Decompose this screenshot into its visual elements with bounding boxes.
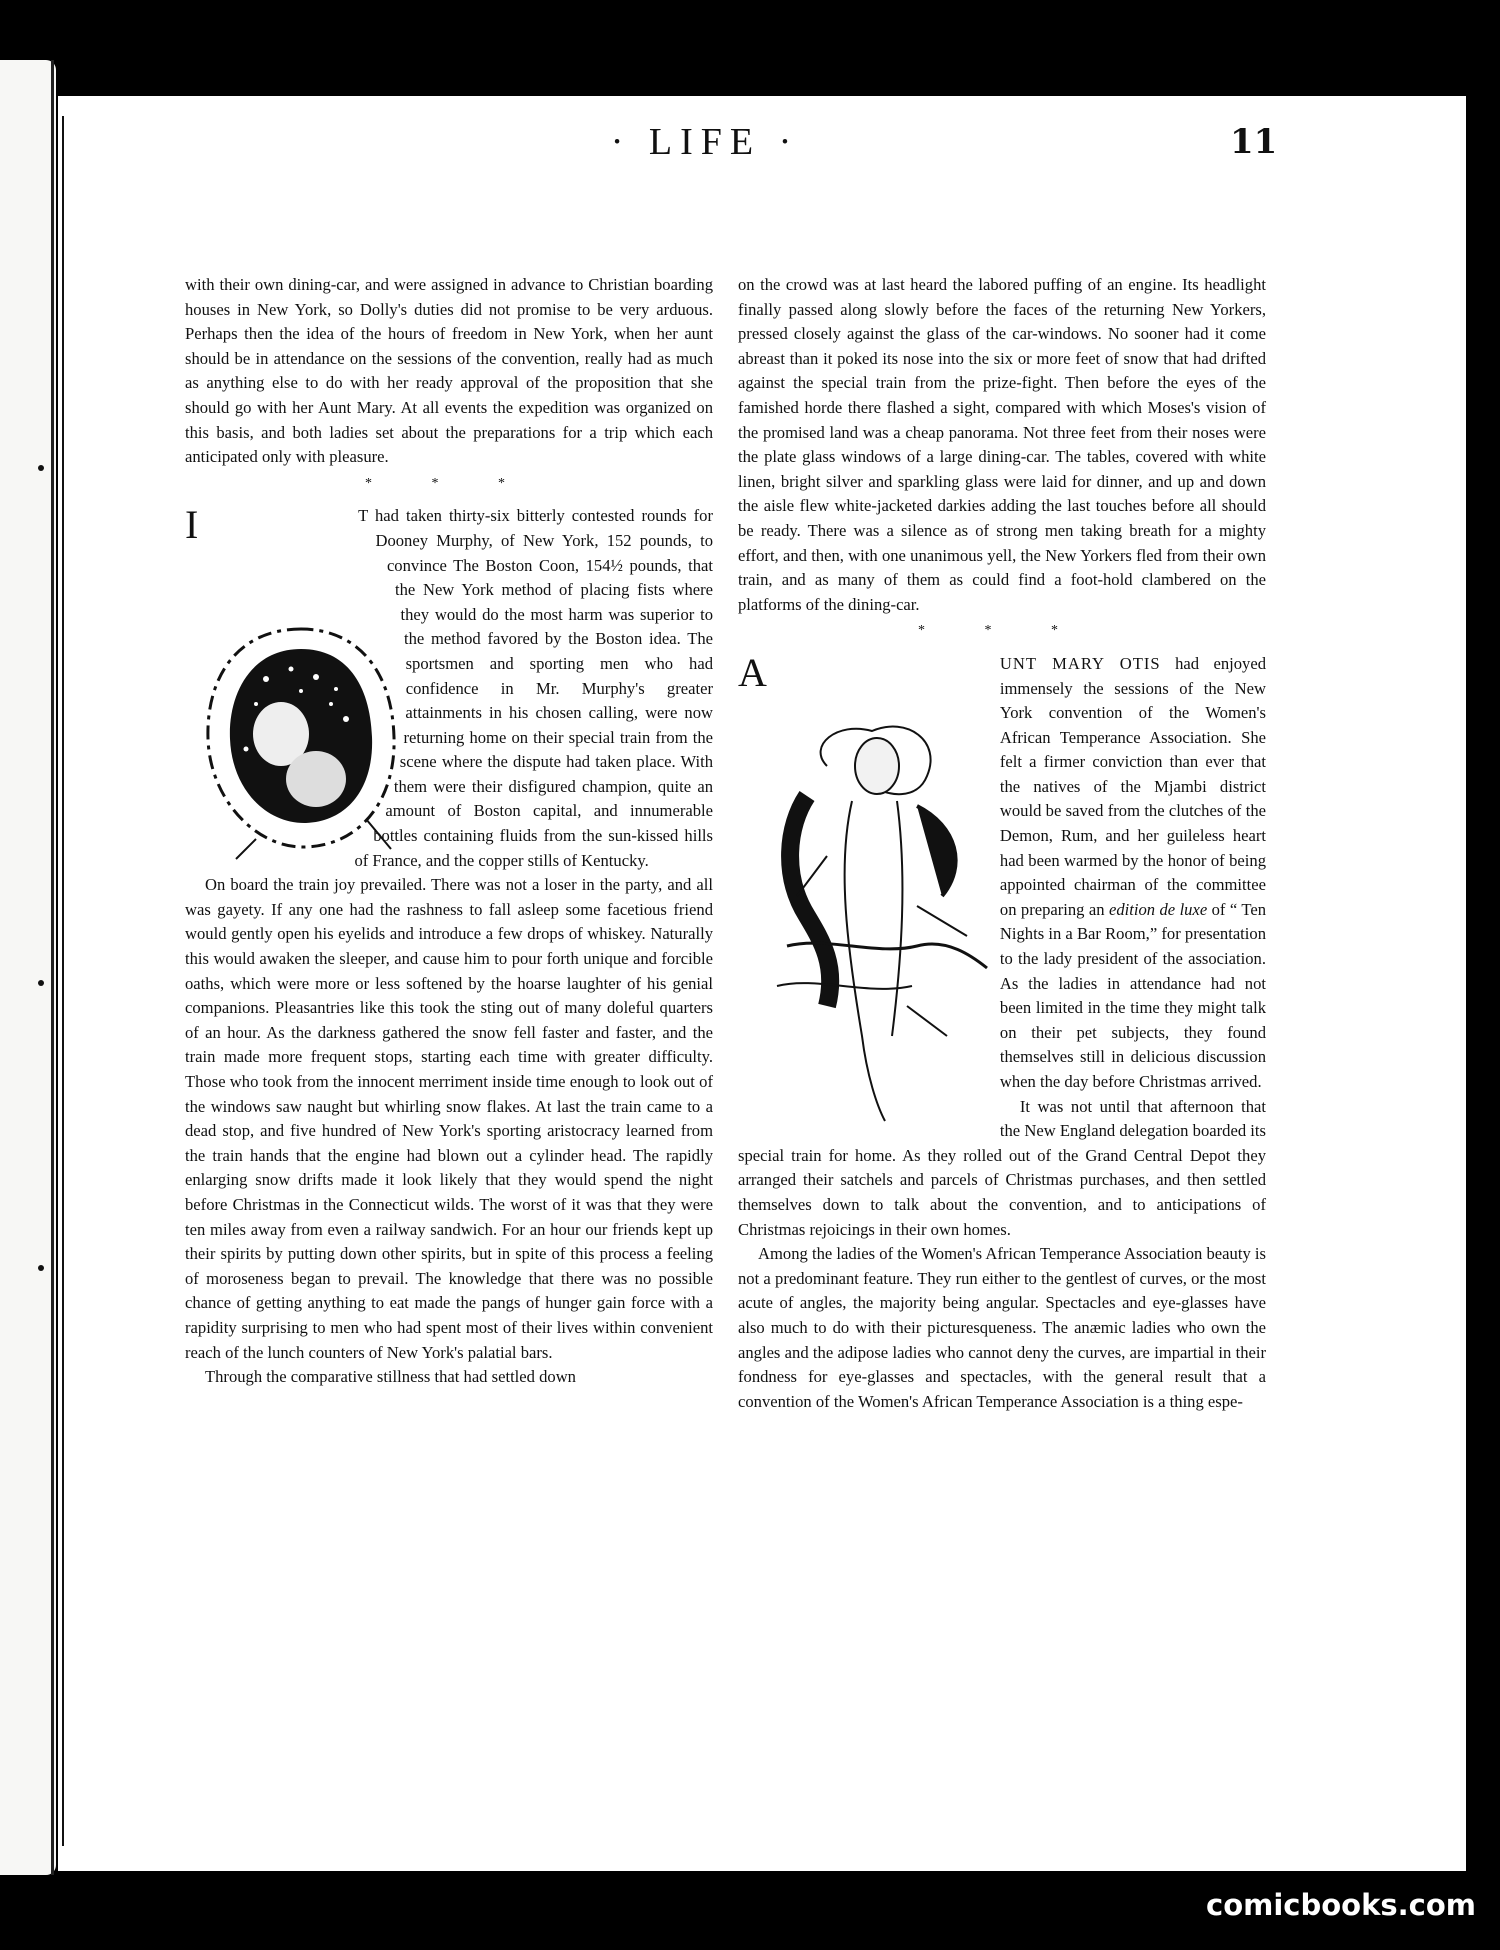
left-column <box>185 273 713 1390</box>
paragraph: It was not until that afternoon that the New England delegation boarded its special train for home. As they rolled out of the Grand Central Depot they arranged their satchels and parcels of Christmas purchases, and then settled themselves down to talk about the convention, and to anticipations of Christmas rejoicings in their own homes. <box>738 1096 1266 1239</box>
drop-cap: I <box>185 502 199 548</box>
previous-page-edge <box>0 60 56 1875</box>
margin-dot <box>38 1265 44 1271</box>
margin-dot <box>38 465 44 471</box>
paragraph: on the crowd was at last heard the labored puffing of an engine. Its headlight finally passed along slowly before the faces of the returning New Yorkers, pressed closely against the glass of the car-windows. No sooner had it come abreast than it poked its nose into the six or more feet of snow that had drifted against the special train from the prize-fight. Then before the eyes of the famished horde there flashed a sight, compared with which Moses's vision of the promised land was a cheap panorama. Not three feet from their noses were the plate glass windows of a large dining-car. The tables, covered with white linen, bright silver and sparkling glass were laid for dinner, and up and down the aisle flew white-jacketed darkies adding the last touches before all should be ready. There was a silence as of strong men taking breath for a mighty effort, and then, with one unanimous yell, the New Yorkers fled from their own train, and as many of them as could find a foot-hold clambered on the platforms of the dining-car. <box>738 275 1266 614</box>
page-fold <box>51 60 54 1875</box>
watermark: comicbooks.com <box>1206 1888 1476 1922</box>
paragraph: Among the ladies of the Women's African Temperance Association beauty is not a predominant feature. They run either to the gentlest of curves, or the most acute of angles, the majority being angular. Spectacles and eye-glasses have also much to do with their picturesqueness. The anæmic ladies who own the angles and the adipose ladies who cannot deny the curves, are impartial in their fondness for eye-glasses and spectacles, with the general result that a convention of the Women's African Temperance Association is a thing espe- <box>738 1244 1266 1411</box>
paragraph: A UNT MARY OTIS had enjoyed immensely the sessions of the New York convention of the Women's African Temperance Association. She felt a firmer conviction than ever that the natives of the Mjambi district would be saved from the clutches of the Demon, Rum, and her guileless heart had been warmed by the honor of being appointed chairman of the committee on preparing an edition de luxe of “ Ten Nights in a Bar Room,” for presentation to the lady president of the association. As the ladies in attendance had not been limited in the time they might talk on their pet subjects, they found themselves still in delicious discussion when the day before Christmas arrived. <box>738 652 1266 1095</box>
temperance-lady-illustration <box>767 706 992 1126</box>
page-number: 11 <box>1230 122 1278 162</box>
paragraph: with their own dining-car, and were assigned in advance to Christian boarding houses in New York, so Dolly's duties did not promise to be very arduous. Perhaps then the idea of the hours of freedom in New York, when her aunt should be in attendance on the sessions of the convention, really had as much as anything else to do with her ready approval of the proposition that she should go with her Aunt Mary. At all events the expedition was organized on this basis, and both ladies set about the preparations for a trip which each anticipated only with pleasure. <box>185 275 713 467</box>
section-break: * * * <box>365 475 533 491</box>
small-caps-name: UNT MARY OTIS <box>999 653 1161 673</box>
paragraph: On board the train joy prevailed. There was not a loser in the party, and all was gayety. If any one had the rashness to fall asleep some facetious friend would gently open his eyelids and introduce a few drops of whiskey. Naturally this would awaken the sleeper, and cause him to pour forth unique and forcible oaths, which were more or less softened by the hoarse laughter of his genial companions. Pleasantries like this took the sting out of many doleful quarters of an hour. As the darkness gathered the snow fell faster and faster, and the train made more frequent stops, starting each time with greater difficulty. Those who took from the innocent merriment inside time enough to look out of the windows saw naught but whirling snow flakes. At last the train came to a dead stop, and five hundred of New York's sporting aristocracy learned from the train hands that the engine had blown out a cylinder head. The rapidly enlarging snow drifts made it look likely that they would spend the night before Christmas in the Connecticut wilds. The worst of it was that they were ten miles away from even a railway sandwich. For an hour our friends kept up their spirits by putting down other spirits, but in spite of this process a feeling of moroseness began to prevail. The knowledge that there was no possible chance of getting anything to eat made the pangs of hunger gain force with a rapidity surprising to men who had spent most of their lives within convenient reach of the lunch counters of New York's palatial bars. <box>185 875 713 1362</box>
gutter-line <box>62 116 64 1846</box>
drop-cap: A <box>738 649 767 695</box>
paragraph: I T had taken thirty-six bitterly contested rounds for Dooney Murphy, of New York, 152 pounds, to convince The Boston Coon, 154½ pounds, that the New York method of placing fists where they would do the most harm was superior to the method favored by the Boston idea. The sportsmen and sporting men who had confidence in Mr. Murphy's greater attainments in his chosen calling, were now returning home on their special train from the scene where the dispute had taken place. With them were their disfigured champion, quite an amount of Boston capital, and innumerable bottles containing fluids from the sun-kissed hills of France, and the copper stills of Kentucky. <box>185 502 713 870</box>
paragraph: Through the comparative stillness that had settled down <box>205 1367 576 1387</box>
magazine-title: · LIFE · <box>610 121 800 163</box>
section-break: * * * <box>918 623 1086 639</box>
right-column <box>738 273 1266 1414</box>
margin-dot <box>38 980 44 986</box>
